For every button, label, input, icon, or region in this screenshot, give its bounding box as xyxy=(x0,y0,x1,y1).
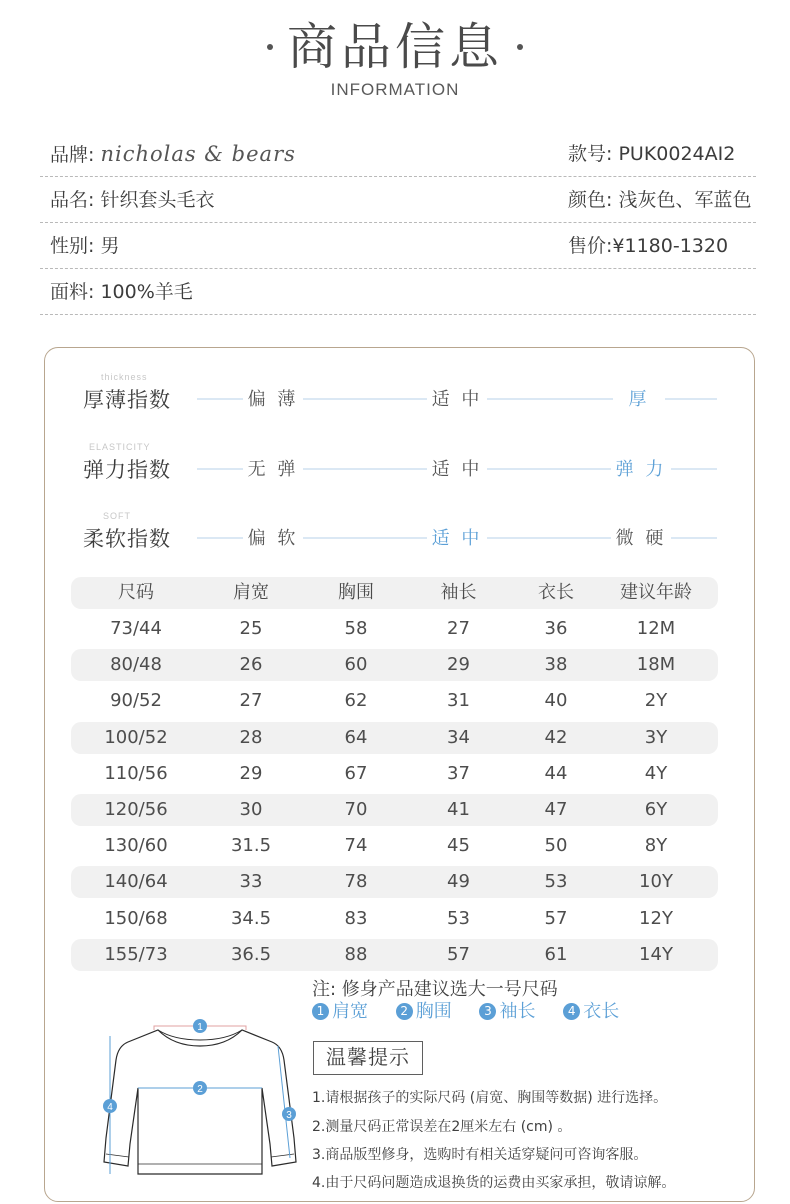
gender-field xyxy=(50,223,119,269)
cell-sleeve: 34 xyxy=(447,726,470,748)
table-row xyxy=(71,794,718,826)
cell-size: 110/56 xyxy=(104,762,168,784)
cell-shoulder: 26 xyxy=(239,654,263,676)
cell-shoulder: 27 xyxy=(239,690,263,712)
measure-legend xyxy=(312,997,641,1023)
cell-sleeve: 45 xyxy=(447,835,470,857)
marker-length xyxy=(103,1099,117,1113)
marker-sleeve xyxy=(282,1107,296,1121)
table-header-row xyxy=(71,577,718,609)
cell-chest: 70 xyxy=(344,799,368,820)
cell-chest: 67 xyxy=(344,762,368,784)
cell-age: 12M xyxy=(636,618,676,639)
number-2-icon: 2 xyxy=(396,1003,413,1020)
cell-age: 8Y xyxy=(644,835,668,857)
thickness-index-en: thickness xyxy=(101,372,148,382)
name-label: 品名: xyxy=(50,189,95,211)
thickness-option-medium: 适 中 xyxy=(427,385,487,411)
cell-length: 36 xyxy=(544,618,568,639)
table-row xyxy=(71,830,718,862)
thickness-option-thin: 偏 薄 xyxy=(243,385,303,411)
softness-index-label: 柔软指数 xyxy=(83,527,171,551)
cell-age: 14Y xyxy=(639,943,673,965)
cell-length: 53 xyxy=(544,871,568,893)
marker-chest xyxy=(193,1081,207,1095)
cell-sleeve: 57 xyxy=(447,943,470,965)
title-dot-icon xyxy=(517,44,523,50)
cell-size: 150/68 xyxy=(104,907,168,929)
cell-shoulder: 33 xyxy=(239,871,263,893)
price-label: 售价: xyxy=(568,235,613,257)
page-header xyxy=(0,14,790,100)
cell-chest: 58 xyxy=(344,618,368,639)
legend-item-length xyxy=(563,1001,619,1022)
cell-shoulder: 36.5 xyxy=(230,943,272,965)
info-row-gender xyxy=(40,223,756,269)
marker-shoulder xyxy=(193,1019,207,1033)
cell-sleeve: 49 xyxy=(447,871,470,893)
cell-age: 12Y xyxy=(639,907,673,929)
cell-size: 120/56 xyxy=(104,799,168,820)
page-title: 商品信息 xyxy=(287,18,503,76)
cell-size: 80/48 xyxy=(110,654,162,676)
header-age: 建议年龄 xyxy=(620,582,692,603)
legend-item-sleeve xyxy=(479,1001,535,1022)
fabric-value: 100%羊毛 xyxy=(100,281,193,303)
softness-option-medium: 适 中 xyxy=(427,524,487,550)
thickness-option-thick: 厚 xyxy=(613,385,665,411)
cell-sleeve: 53 xyxy=(447,907,470,929)
cell-age: 18M xyxy=(636,654,676,676)
elasticity-option-none: 无 弹 xyxy=(243,455,303,481)
elasticity-index-label: 弹力指数 xyxy=(83,458,171,482)
cell-length: 44 xyxy=(544,762,568,784)
table-row xyxy=(71,685,718,717)
gender-label: 性别: xyxy=(50,235,95,257)
cell-length: 57 xyxy=(544,907,568,929)
elasticity-index-en: ELASTICITY xyxy=(89,442,151,452)
info-row-brand xyxy=(40,131,756,177)
cell-sleeve: 31 xyxy=(447,690,470,712)
cell-age: 10Y xyxy=(639,871,673,893)
thickness-index-row xyxy=(45,370,756,430)
cell-chest: 78 xyxy=(344,871,368,893)
cell-length: 61 xyxy=(544,943,568,965)
gender-value: 男 xyxy=(100,235,120,257)
cell-shoulder: 34.5 xyxy=(230,907,272,929)
cell-size: 100/52 xyxy=(104,726,168,748)
cell-chest: 83 xyxy=(344,907,368,929)
table-row xyxy=(71,613,718,645)
size-note: 注: 修身产品建议选大一号尺码 xyxy=(312,979,558,1000)
cell-chest: 74 xyxy=(344,835,368,857)
header-sleeve: 袖长 xyxy=(440,582,477,603)
brand-value: nicholas & bears xyxy=(100,142,296,166)
svg-text:3: 3 xyxy=(286,1110,292,1121)
table-row xyxy=(71,722,718,754)
svg-text:2: 2 xyxy=(197,1084,203,1095)
legend-label-length: 衣长 xyxy=(583,1001,620,1022)
cell-size: 140/64 xyxy=(104,871,168,893)
softness-option-soft: 偏 软 xyxy=(243,524,303,550)
brand-field xyxy=(50,131,296,178)
elasticity-option-medium: 适 中 xyxy=(427,455,487,481)
cell-length: 40 xyxy=(544,690,568,712)
cell-sleeve: 29 xyxy=(447,654,470,676)
color-field xyxy=(568,177,751,223)
style-no-field xyxy=(568,131,735,177)
cell-sleeve: 41 xyxy=(447,799,470,820)
name-value: 针织套头毛衣 xyxy=(100,189,215,211)
fabric-field xyxy=(50,269,193,315)
page-title-wrap xyxy=(0,14,790,80)
brand-label: 品牌: xyxy=(50,144,95,166)
header-chest: 胸围 xyxy=(338,582,374,603)
svg-text:4: 4 xyxy=(107,1102,113,1113)
color-value: 浅灰色、军蓝色 xyxy=(618,189,752,211)
cell-shoulder: 25 xyxy=(239,618,263,639)
table-row xyxy=(71,903,718,935)
cell-age: 4Y xyxy=(644,762,668,784)
cell-length: 47 xyxy=(544,799,568,820)
legend-item-chest xyxy=(396,1001,452,1022)
page-subtitle: INFORMATION xyxy=(330,80,460,99)
cell-chest: 88 xyxy=(344,943,368,965)
cell-size: 155/73 xyxy=(104,943,168,965)
cell-shoulder: 30 xyxy=(239,799,263,820)
cell-length: 42 xyxy=(544,726,568,748)
legend-label-shoulder: 肩宽 xyxy=(332,1001,368,1022)
cell-age: 2Y xyxy=(644,690,668,712)
legend-item-shoulder xyxy=(312,1001,368,1022)
tip-item-2: 2.测量尺码正常误差在2厘米左右 (cm) 。 xyxy=(312,1119,572,1135)
cell-size: 130/60 xyxy=(104,835,168,857)
cell-length: 50 xyxy=(544,835,568,857)
info-row-fabric xyxy=(40,269,756,315)
header-shoulder: 肩宽 xyxy=(233,582,269,603)
cell-sleeve: 37 xyxy=(447,762,470,784)
number-3-icon: 3 xyxy=(479,1003,496,1020)
tip-item-4: 4.由于尺码问题造成退换货的运费由买家承担，敬请谅解。 xyxy=(312,1175,676,1191)
table-row xyxy=(71,939,718,971)
fabric-label: 面料: xyxy=(50,281,95,303)
svg-text:1: 1 xyxy=(197,1022,203,1033)
style-no-value: PUK0024AI2 xyxy=(618,143,736,165)
elasticity-index-row xyxy=(45,440,756,500)
softness-index-row xyxy=(45,509,756,569)
cell-size: 73/44 xyxy=(110,618,162,639)
cell-chest: 64 xyxy=(344,726,368,748)
tip-item-3: 3.商品版型修身，选购时有相关适穿疑问可咨询客服。 xyxy=(312,1147,648,1163)
thickness-index-label: 厚薄指数 xyxy=(83,388,171,412)
elasticity-option-elastic: 弹 力 xyxy=(611,455,671,481)
price-field xyxy=(568,223,728,269)
table-row xyxy=(71,866,718,898)
legend-label-chest: 胸围 xyxy=(415,1001,452,1022)
legend-label-sleeve: 袖长 xyxy=(499,1001,536,1022)
sweater-diagram xyxy=(96,1016,306,1191)
cell-length: 38 xyxy=(544,654,568,676)
cell-shoulder: 29 xyxy=(239,762,263,784)
number-1-icon: 1 xyxy=(312,1003,329,1020)
cell-shoulder: 31.5 xyxy=(230,835,272,857)
header-length: 衣长 xyxy=(538,582,574,603)
softness-index-en: SOFT xyxy=(103,511,131,521)
cell-age: 3Y xyxy=(644,726,668,748)
cell-shoulder: 28 xyxy=(239,726,263,748)
table-row xyxy=(71,758,718,790)
tips-title: 温馨提示 xyxy=(313,1041,423,1075)
header-size: 尺码 xyxy=(118,582,154,603)
style-no-label: 款号: xyxy=(568,143,613,165)
product-info xyxy=(40,131,756,315)
sweater-outline xyxy=(104,1030,296,1174)
name-field xyxy=(50,177,214,223)
title-dot-icon xyxy=(267,44,273,50)
cell-size: 90/52 xyxy=(110,690,162,712)
tip-item-1: 1.请根据孩子的实际尺码 (肩宽、胸围等数据) 进行选择。 xyxy=(312,1090,668,1106)
size-table xyxy=(71,577,718,977)
number-4-icon: 4 xyxy=(563,1003,580,1020)
cell-sleeve: 27 xyxy=(447,618,470,639)
cell-chest: 60 xyxy=(344,654,368,676)
info-row-name xyxy=(40,177,756,223)
color-label: 颜色: xyxy=(568,189,613,211)
cell-chest: 62 xyxy=(344,690,368,712)
cell-age: 6Y xyxy=(644,799,668,820)
table-row xyxy=(71,649,718,681)
price-value: ¥1180-1320 xyxy=(612,235,729,257)
softness-option-hard: 微 硬 xyxy=(611,524,671,550)
